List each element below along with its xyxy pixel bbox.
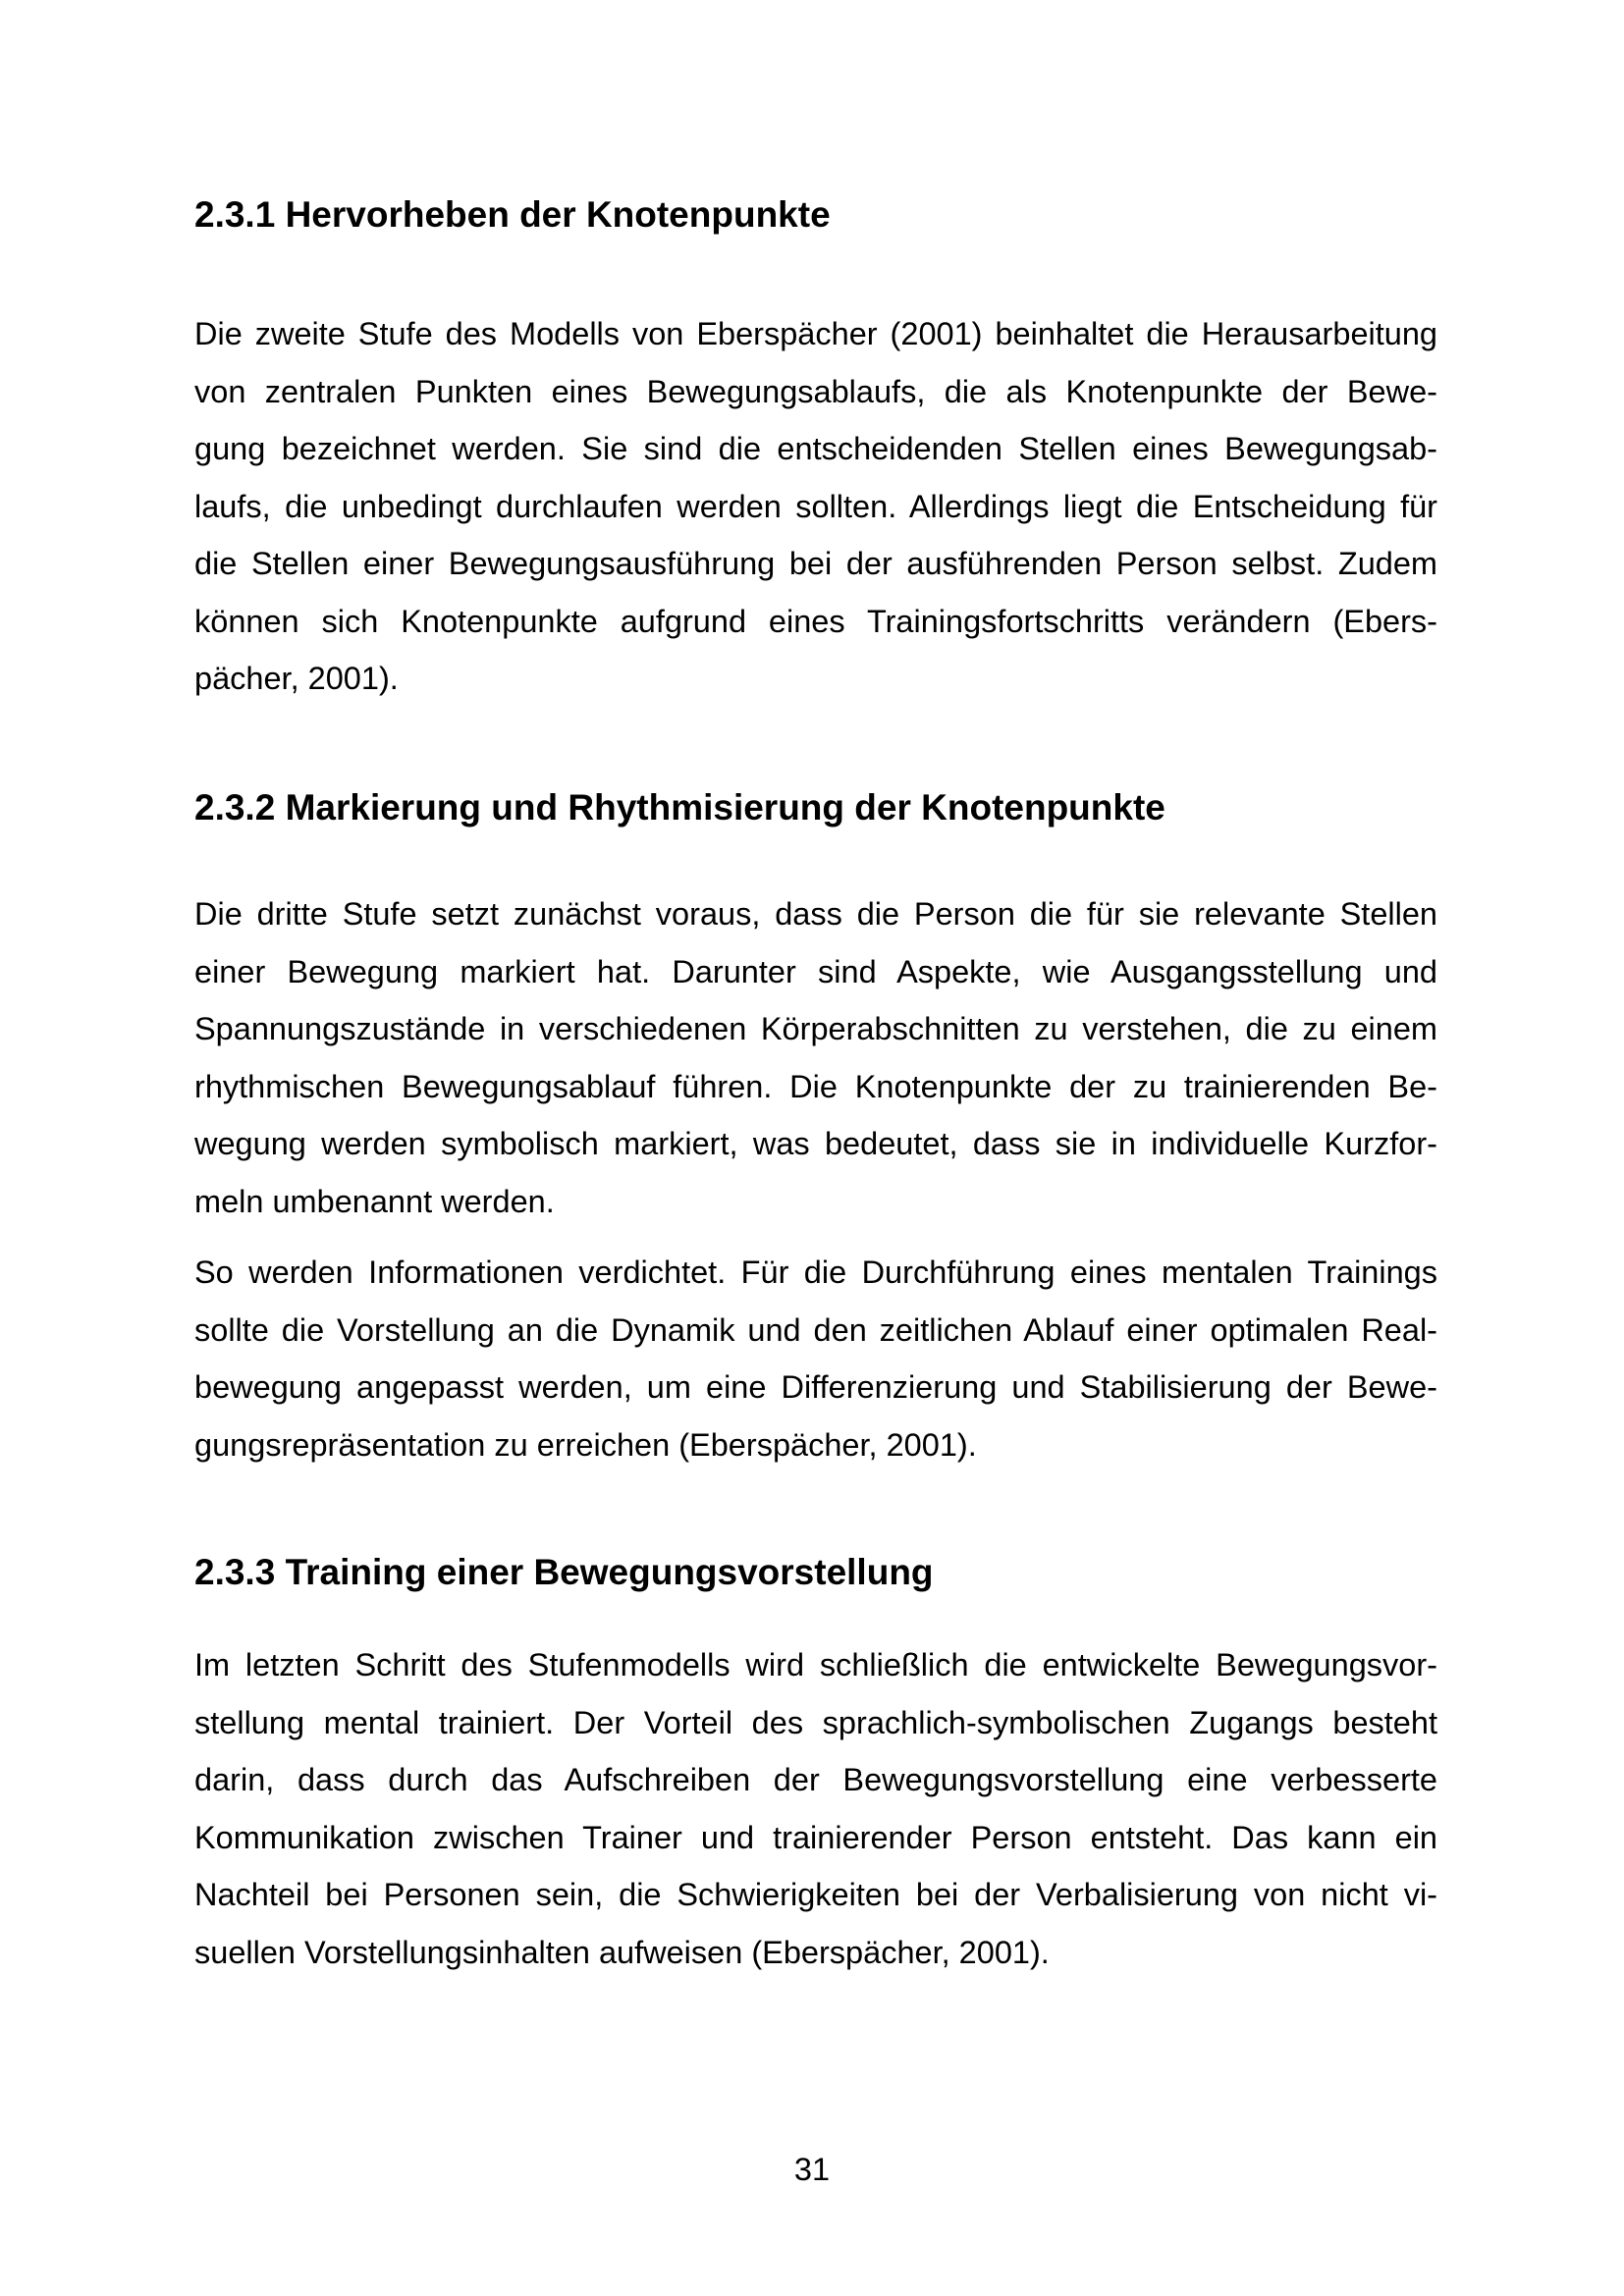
- text-line: Spannungszustände in verschiedenen Körperabschnitten zu verstehen, die zu einem: [194, 1011, 1437, 1046]
- section-heading-2-3-1: 2.3.1 Hervorheben der Knotenpunkte: [194, 194, 831, 235]
- section-2-3-2-paragraph-1: [194, 885, 1437, 1230]
- text-line: Die dritte Stufe setzt zunächst voraus, dass die Person die für sie relevante Stellen: [194, 896, 1437, 932]
- text-line: sollte die Vorstellung an die Dynamik und den zeitlichen Ablauf einer optimalen Real-: [194, 1311, 1437, 1348]
- text-line: die Stellen einer Bewegungsausführung bei der ausführenden Person selbst. Zudem: [194, 546, 1437, 581]
- text-line: können sich Knotenpunkte aufgrund eines Trainingsfortschritts verändern (Ebers-: [194, 603, 1437, 639]
- section-heading-2-3-3: 2.3.3 Training einer Bewegungsvorstellung: [194, 1552, 934, 1592]
- text-line: bewegung angepasst werden, um eine Differenzierung und Stabilisierung der Bewe-: [194, 1369, 1437, 1405]
- text-line: So werden Informationen verdichtet. Für die Durchführung eines mentalen Trainings: [194, 1255, 1437, 1290]
- text-line: wegung werden symbolisch markiert, was bedeutet, dass sie in individuelle Kurzfor-: [194, 1126, 1437, 1161]
- text-line: Kommunikation zwischen Trainer und trainierender Person entsteht. Das kann ein: [194, 1819, 1437, 1855]
- text-line: Nachteil bei Personen sein, die Schwierigkeiten bei der Verbalisierung von nicht vi-: [194, 1877, 1437, 1912]
- text-line: meln umbenannt werden.: [194, 1183, 555, 1219]
- text-line: stellung mental trainiert. Der Vorteil des sprachlich-symbolischen Zugangs besteht: [194, 1704, 1437, 1740]
- text-line: gung bezeichnet werden. Sie sind die entscheidenden Stellen eines Bewegungsab-: [194, 431, 1437, 466]
- section-2-3-1-paragraph-1: [194, 305, 1437, 708]
- text-line: pächer, 2001).: [194, 661, 399, 696]
- page-number: 31: [793, 2152, 831, 2187]
- text-line: einer Bewegung markiert hat. Darunter sind Aspekte, wie Ausgangsstellung und: [194, 953, 1437, 989]
- text-line: suellen Vorstellungsinhalten aufweisen (Eberspächer, 2001).: [194, 1934, 1050, 1970]
- text-line: Die zweite Stufe des Modells von Eberspächer (2001) beinhaltet die Herausarbeitung: [194, 316, 1437, 351]
- text-line: darin, dass durch das Aufschreiben der Bewegungsvorstellung eine verbesserte: [194, 1762, 1437, 1797]
- section-heading-2-3-2: 2.3.2 Markierung und Rhythmisierung der Knotenpunkte: [194, 787, 1165, 828]
- section-2-3-2-paragraph-2: [194, 1244, 1437, 1473]
- text-line: von zentralen Punkten eines Bewegungsablaufs, die als Knotenpunkte der Bewe-: [194, 373, 1437, 409]
- text-line: Im letzten Schritt des Stufenmodells wird schließlich die entwickelte Bewegungsvor-: [194, 1647, 1437, 1682]
- text-line: gungsrepräsentation zu erreichen (Eberspächer, 2001).: [194, 1426, 977, 1463]
- text-line: rhythmischen Bewegungsablauf führen. Die Knotenpunkte der zu trainierenden Be-: [194, 1068, 1437, 1104]
- section-2-3-3-paragraph-1: [194, 1636, 1437, 1981]
- text-line: laufs, die unbedingt durchlaufen werden sollten. Allerdings liegt die Entscheidung für: [194, 488, 1437, 524]
